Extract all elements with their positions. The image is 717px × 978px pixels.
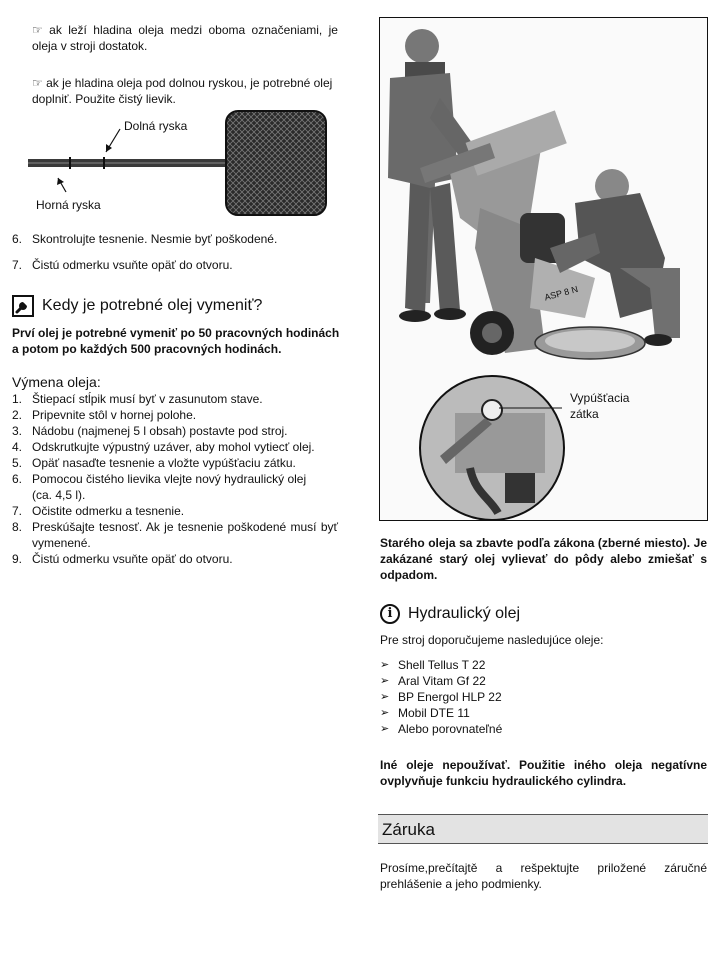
hydraulic-warning: Iné oleje nepoužívať. Použitie iného oleja negatívne ovplyvňuje funkciu hydraulického cylindra. bbox=[380, 758, 707, 788]
oil-change-title: Výmena oleja: bbox=[12, 374, 101, 390]
machine-label: ASP 8 N bbox=[543, 283, 580, 303]
list-item: 2. Pripevnite stôl v hornej polohe. bbox=[12, 408, 197, 422]
oil-note-1: ☞ ak leží hladina oleja medzi oboma označeniami, je oleja v stroji dostatok. bbox=[32, 23, 338, 53]
change-when-heading: Kedy je potrebné olej vymeniť? bbox=[12, 295, 340, 317]
crouching-man bbox=[550, 169, 680, 346]
list-item: 9. Čistú odmerku vsuňte opäť do otvoru. bbox=[12, 552, 233, 566]
list-item: 1. Štiepací stĺpik musí byť v zasunutom stave. bbox=[12, 392, 263, 406]
hydraulic-heading: i Hydraulický olej bbox=[380, 604, 707, 624]
warranty-text: Prosíme,prečítajtě a rešpektujte priložené záručné prehlášenie a jeho podmienky. bbox=[380, 861, 707, 891]
list-item: ➢ BP Energol HLP 22 bbox=[380, 690, 502, 704]
list-item: 4. Odskrutkujte výpustný uzáver, aby mohol vytiecť olej. bbox=[12, 440, 315, 454]
hand-pointer-icon: ☞ bbox=[32, 76, 43, 90]
list-item: 6. Skontrolujte tesnenie. Nesmie byť poškodené. bbox=[12, 232, 278, 246]
drain-plug bbox=[482, 400, 502, 420]
arrow-bullet-icon: ➢ bbox=[380, 691, 390, 703]
hand-pointer-icon: ☞ bbox=[32, 23, 43, 37]
info-icon: i bbox=[380, 604, 400, 624]
list-item: 6. Pomocou čistého lievika vlejte nový hydraulický olej (ca. 4,5 l). bbox=[12, 472, 307, 502]
list-item: ➢ Alebo porovnateľné bbox=[380, 722, 503, 736]
label-lower-mark: Dolná ryska bbox=[124, 119, 188, 133]
oil-note-2: ☞ ak je hladina oleja pod dolnou ryskou, je potrebné olej doplniť. Použite čistý lievik. bbox=[32, 76, 333, 106]
knurled-cap bbox=[226, 111, 326, 215]
arrow-bullet-icon: ➢ bbox=[380, 707, 390, 719]
arrow-bullet-icon: ➢ bbox=[380, 723, 390, 735]
wrench-icon bbox=[12, 295, 34, 317]
list-item: ➢ Mobil DTE 11 bbox=[380, 706, 470, 720]
oil-list bbox=[380, 657, 707, 737]
drain-plug-callout: Vypúšťacia zátka bbox=[570, 391, 630, 421]
arrow-bullet-icon: ➢ bbox=[380, 675, 390, 687]
list-item: 7. Očistite odmerku a tesnenie. bbox=[12, 504, 185, 518]
machine-photo bbox=[379, 17, 708, 521]
list-item: 3. Nádobu (najmenej 5 l obsah) postavte pod stroj. bbox=[12, 424, 288, 438]
hydraulic-intro: Pre stroj doporučujeme nasledujúce oleje: bbox=[380, 633, 604, 647]
list-item: 8. Preskúšajte tesnosť. Ak je tesnenie poškodené musí byť vymenené. bbox=[12, 520, 338, 550]
change-when-text: Prví olej je potrebné vymeniť po 50 pracovných hodinách a potom po každých 500 pracovných hodinách. bbox=[12, 326, 340, 356]
list-item: ➢ Aral Vitam Gf 22 bbox=[380, 674, 486, 688]
check-steps bbox=[12, 231, 340, 273]
warranty-heading: Záruka bbox=[378, 814, 708, 844]
label-upper-mark: Horná ryska bbox=[36, 198, 101, 212]
list-item: 5. Opäť nasaďte tesnenie a vložte vypúšťaciu zátku. bbox=[12, 456, 296, 470]
detail-inset bbox=[420, 376, 564, 520]
oil-change-steps bbox=[12, 391, 340, 567]
list-item: ➢ Shell Tellus T 22 bbox=[380, 658, 486, 672]
list-item: 7. Čistú odmerku vsuňte opäť do otvoru. bbox=[12, 258, 233, 272]
disposal-text: Starého oleja sa zbavte podľa zákona (zberné miesto). Je zakázané starý olej vylievať do pôdy alebo zmiešať s odpadom. bbox=[380, 536, 707, 582]
arrow-bullet-icon: ➢ bbox=[380, 659, 390, 671]
